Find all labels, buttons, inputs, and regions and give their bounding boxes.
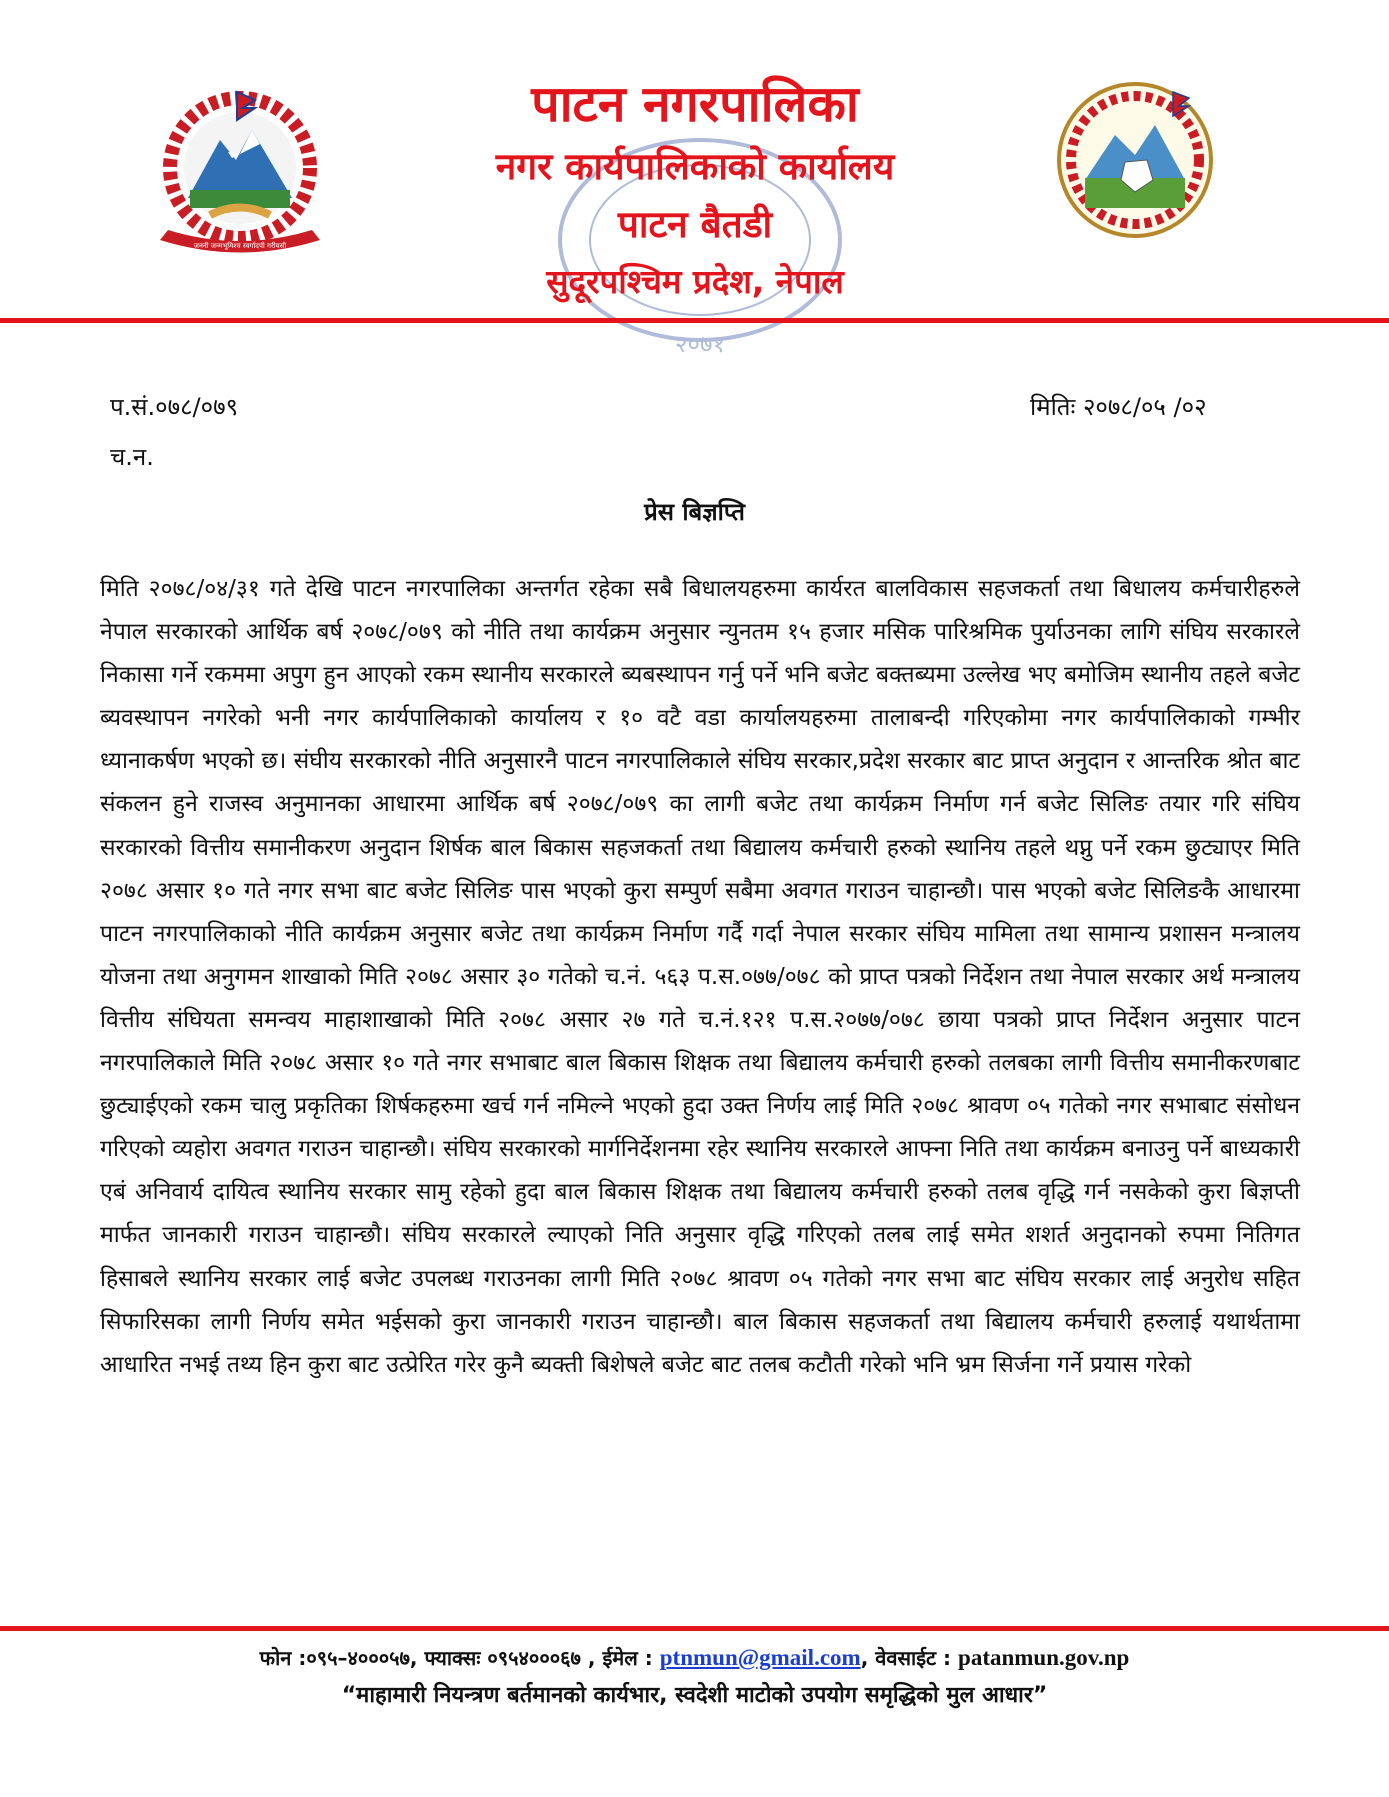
office-name: नगर कार्यपालिकाको कार्यालय [495,145,895,188]
dispatch-number: च.न. [110,443,154,471]
footer [0,1640,1389,1716]
municipality-logo-icon [1055,80,1215,240]
seal-year: २०७१ [675,330,725,358]
emblem-motto: जननी जन्मभूमिश्च स्वर्गादपी गरीयसी [193,242,287,250]
press-release-body: मिति २०७८/०४/३१ गते देखि पाटन नगरपालिका अन्तर्गत रहेका सबै बिधालयहरुमा कार्यरत बालविकास सहजकर्ता तथा बिधालय कर्मचारीहरुले नेपाल सरकारको आर्थिक बर्ष २०७८/०७९ को नीति तथा कार्यक्रम अनुसार न्युनतम १५ हजार मसिक पारिश्रमिक पुर्याउनका लागि संघिय सरकारले निकासा गर्ने रकममा अपुग हुन आएको रकम स्थानीय सरकारले ब्यबस्थापन गर्नु पर्ने भनि बजेट बक्तब्यमा उल्लेख भए बमोजिम स्थानीय तहले बजेट ब्यवस्थापन नगरेको भनी नगर कार्यपालिकाको कार्यालय र १० वटै वडा कार्यालयहरुमा तालाबन्दी गरिएकोमा नगर कार्यपालिकाको गम्भीर ध्यानाकर्षण भएको छ। संघीय सरकारको नीति अनुसारनै पाटन नगरपालिकाले संघिय सरकार,प्रदेश सरकार बाट प्राप्त अनुदान र आन्तरिक श्रोत बाट संकलन हुने राजस्व अनुमानका आधारमा आर्थिक बर्ष २०७८/०७९ का लागी बजेट तथा कार्यक्रम निर्माण गर्न बजेट सिलिङ तयार गरि संघिय सरकारको वित्तीय समानीकरण अनुदान शिर्षक बाल बिकास सहजकर्ता तथा बिद्यालय कर्मचारी हरुको स्थानिय तहले थप्नु पर्ने रकम छुट्याएर मिति २०७८ असार १० गते नगर सभा बाट बजेट सिलिङ पास भएको कुरा सम्पुर्ण सबैमा अवगत गराउन चाहान्छौ। पास भएको बजेट सिलिङकै आधारमा पाटन नगरपालिकाको नीति कार्यक्रम अनुसार बजेट तथा कार्यक्रम निर्माण गर्दै गर्दा नेपाल सरकार संघिय मामिला तथा सामान्य प्रशासन मन्त्रालय योजना तथा अनुगमन शाखाको मिति २०७८ असार ३० गतेको च.नं. ५६३ प.स.०७७/०७८ को प्राप्त पत्रको निर्देशन तथा नेपाल सरकार अर्थ मन्त्रालय वित्तीय संघियता समन्वय माहाशाखाको मिति २०७८ असार २७ गते च.नं.१२१ प.स.२०७७/०७८ छाया पत्रको प्राप्त निर्देशन अनुसार पाटन नगरपालिकाले मिति २०७८ असार १० गते नगर सभाबाट बाल बिकास शिक्षक तथा बिद्यालय कर्मचारी हरुको तलबका लागी वित्तीय समानीकरणबाट छुट्याईएको रकम चालु प्रकृतिका शिर्षकहरुमा खर्च गर्न नमिल्ने भएको हुदा उक्त निर्णय लाई मिति २०७८ श्रावण ०५ गतेको नगर सभाबाट संसोधन गरिएको व्यहोरा अवगत गराउन चाहान्छौ। संघिय सरकारको मार्गनिर्देशनमा रहेर स्थानिय सरकारले आफ्ना निति तथा कार्यक्रम बनाउनु पर्ने बाध्यकारी एबं अनिवार्य दायित्व स्थानिय सरकार सामु रहेको हुदा बाल बिकास शिक्षक तथा बिद्यालय कर्मचारी हरुको तलब वृद्धि गर्न नसकेको कुरा बिज्ञप्ती मार्फत जानकारी गराउन चाहान्छौ। संघिय सरकारले ल्याएको निति अनुसार वृद्धि गरिएको तलब लाई समेत शशर्त अनुदानको रुपमा नितिगत हिसाबले स्थानिय सरकार लाई बजेट उपलब्ध गराउनका लागी मिति २०७८ श्रावण ०५ गतेको नगर सभा बाट संघिय सरकार लाई अनुरोध सहित सिफारिसका लागी निर्णय समेत भईसको कुरा जानकारी गराउन चाहान्छौ। बाल बिकास सहजकर्ता तथा बिद्यालय कर्मचारी हरुलाई यथार्थतामा आधारित नभई तथ्य हिन कुरा बाट उत्प्रेरित गरेर कुनै ब्यक्ती बिशेषले बजेट बाट तलब कटौती गरेको भनि भ्रम सिर्जना गर्ने प्रयास गरेको [100,576,1301,1378]
municipality-name: पाटन नगरपालिका [531,75,859,133]
reference-block [110,382,238,482]
footer-slogan: “माहामारी नियन्त्रण बर्तमानको कार्यभार, स्वदेशी माटोको उपयोग समृद्धिको मुल आधार” [341,1683,1048,1708]
website-text: patanmun.gov.np [958,1645,1130,1670]
phone-text: फोन :०९५–४०००५७, [259,1646,418,1670]
letterhead [0,0,1389,358]
office-location: पाटन बैतडी [617,203,773,246]
web-label: , वेवसाईट : [860,1646,952,1670]
email-label: ईमेल : [602,1646,653,1670]
press-release-heading: प्रेस बिज्ञप्ति [644,498,745,526]
reference-number: प.सं.०७८/०७९ [110,393,239,421]
header-divider [0,318,1389,323]
contact-line [0,1640,1389,1676]
footer-divider [0,1626,1389,1631]
office-title [380,70,1010,310]
province-country: सुदूरपश्चिम प्रदेश, नेपाल [546,262,844,301]
email-link[interactable]: ptnmun@gmail.com [659,1645,861,1670]
letter-date: मितिः २०७८/०५ /०२ [1030,393,1207,421]
fax-text: फ्याक्सः ०९५४०००६७ , [424,1646,596,1670]
nepal-emblem-icon [140,80,340,270]
